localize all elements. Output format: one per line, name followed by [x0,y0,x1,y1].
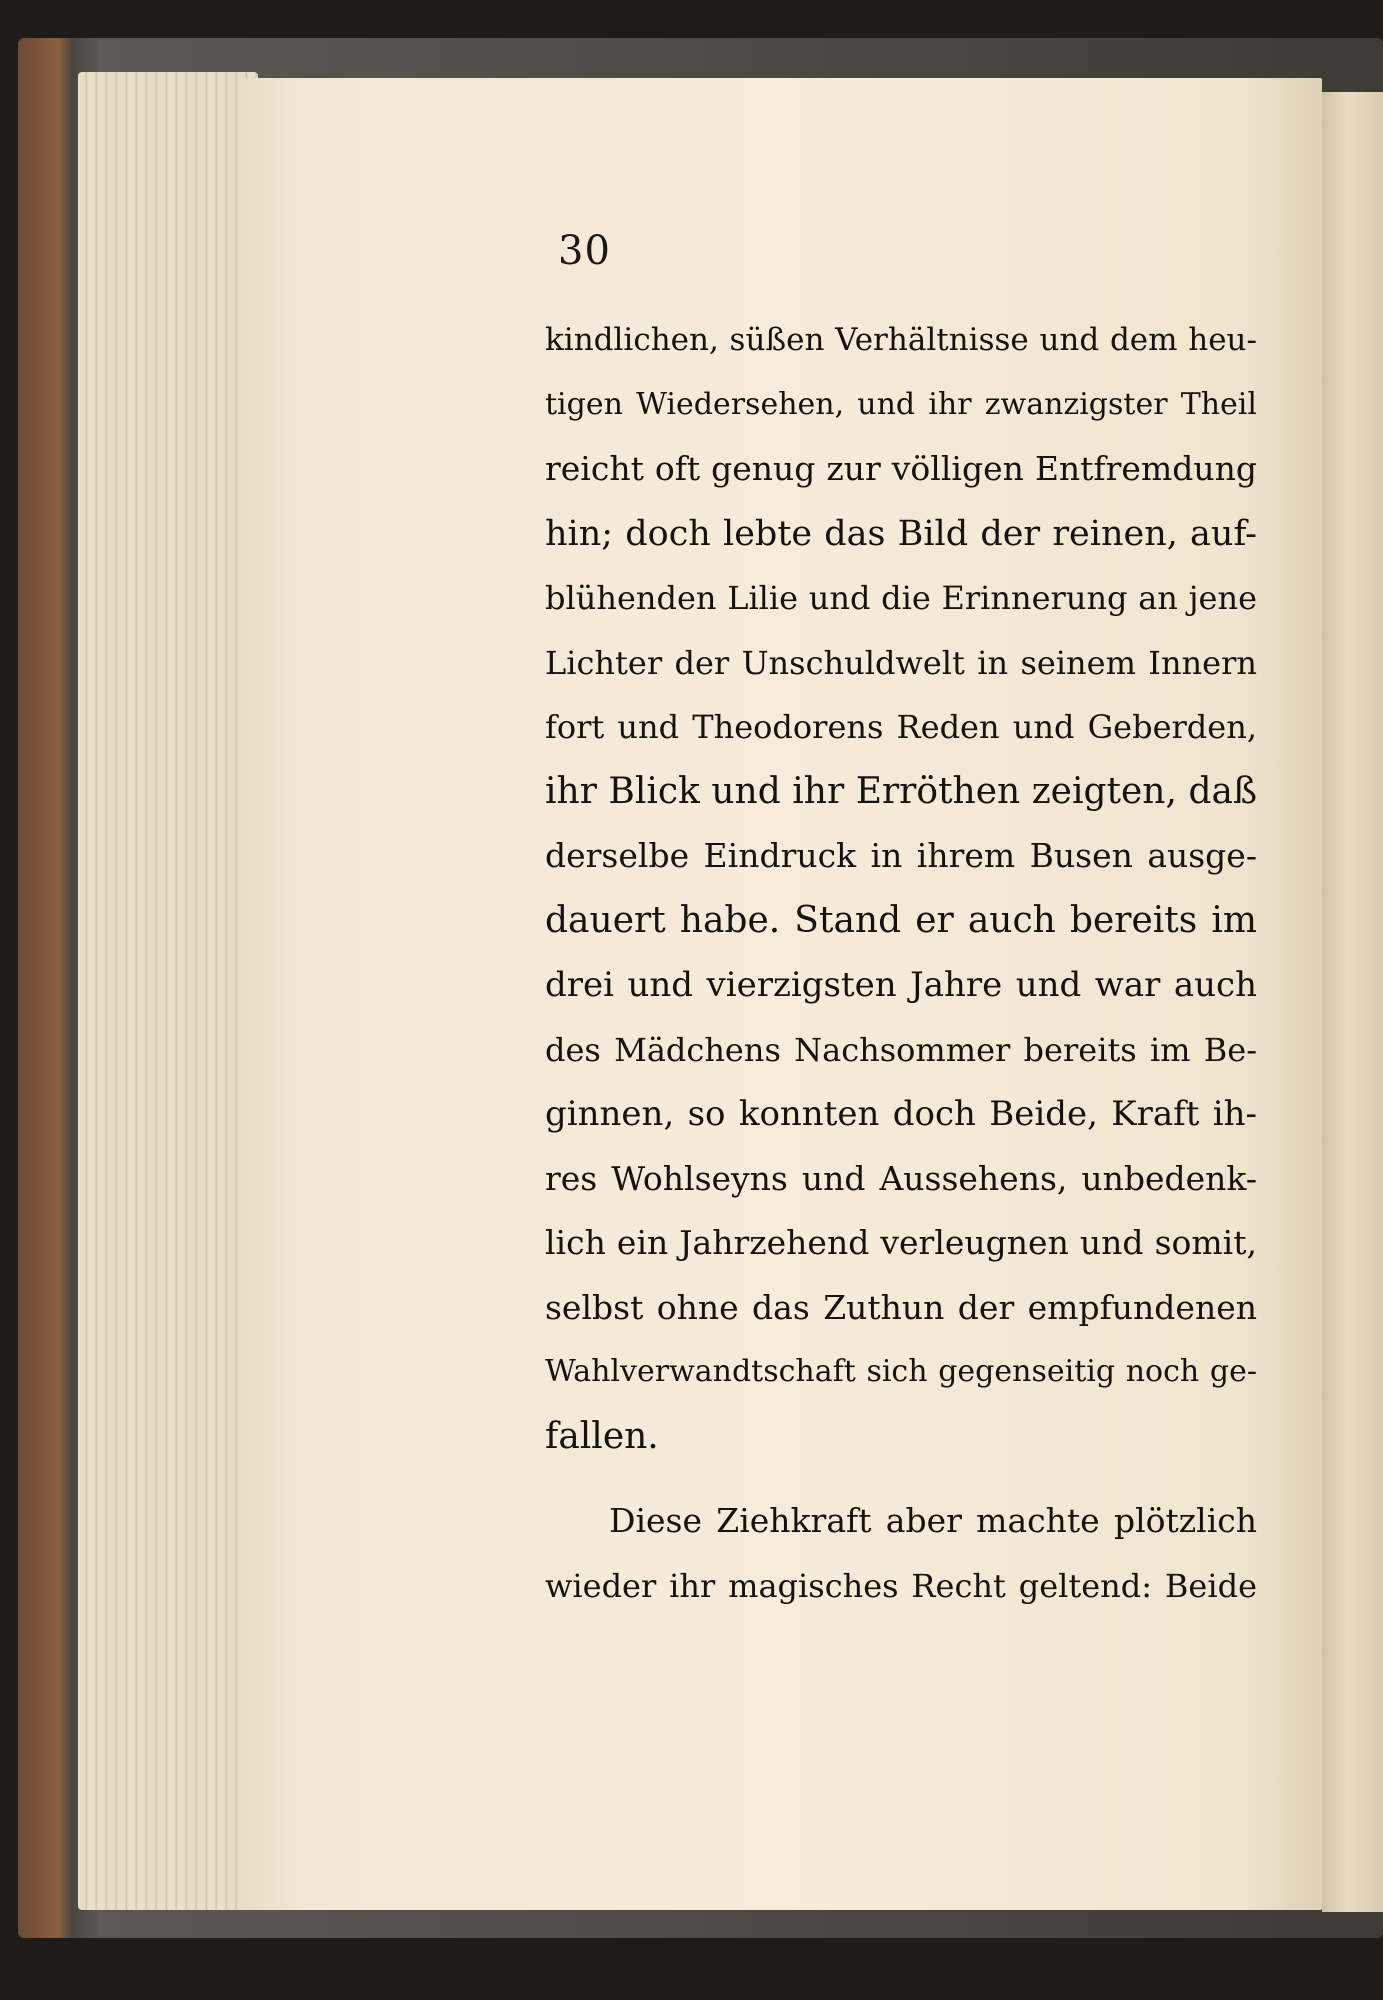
text-line: kindlichen, süßen Verhältnisse und dem heu- [545,322,1257,358]
text-line: wieder ihr magisches Recht geltend: Beide [545,1566,1257,1605]
text-line: reicht oft genug zur völligen Entfremdung [545,449,1257,488]
paragraph-1 [545,308,1257,1469]
page-number: 30 [558,228,611,274]
text-line: tigen Wiedersehen, und ihr zwanzigster Theil [545,386,1257,422]
text-line: Wahlverwandtschaft sich gegenseitig noch ge- [545,1354,1257,1389]
text-line: Diese Ziehkraft aber machte plötzlich [609,1501,1257,1540]
text-line: dauert habe. Stand er auch bereits im [545,899,1257,941]
text-line: lich ein Jahrzehend verleugnen und somit, [545,1223,1257,1262]
text-line: ginnen, so konnten doch Beide, Kraft ih- [545,1094,1257,1134]
text-line: des Mädchens Nachsommer bereits im Be- [545,1030,1257,1069]
text-line: Lichter der Unschuldwelt in seinem Innern [545,643,1257,682]
paragraph-2 [545,1489,1257,1618]
text-line: drei und vierzigsten Jahre und war auch [545,965,1257,1005]
facing-page-edge [1322,92,1383,1912]
text-line: ihr Blick und ihr Erröthen zeigten, daß [545,770,1257,812]
page-text [545,308,1257,1618]
page-edges [78,72,258,1910]
text-line: blühenden Lilie und die Erinnerung an jene [545,579,1257,617]
text-line: derselbe Eindruck in ihrem Busen ausge- [545,836,1257,875]
text-line: hin; doch lebte das Bild der reinen, auf- [545,513,1257,554]
text-line: fallen. [545,1415,659,1457]
text-line: selbst ohne das Zuthun der empfundenen [545,1287,1257,1327]
text-line: fort und Theodorens Reden und Geberden, [545,708,1257,746]
text-line: res Wohlseyns und Aussehens, unbedenk- [545,1158,1257,1198]
